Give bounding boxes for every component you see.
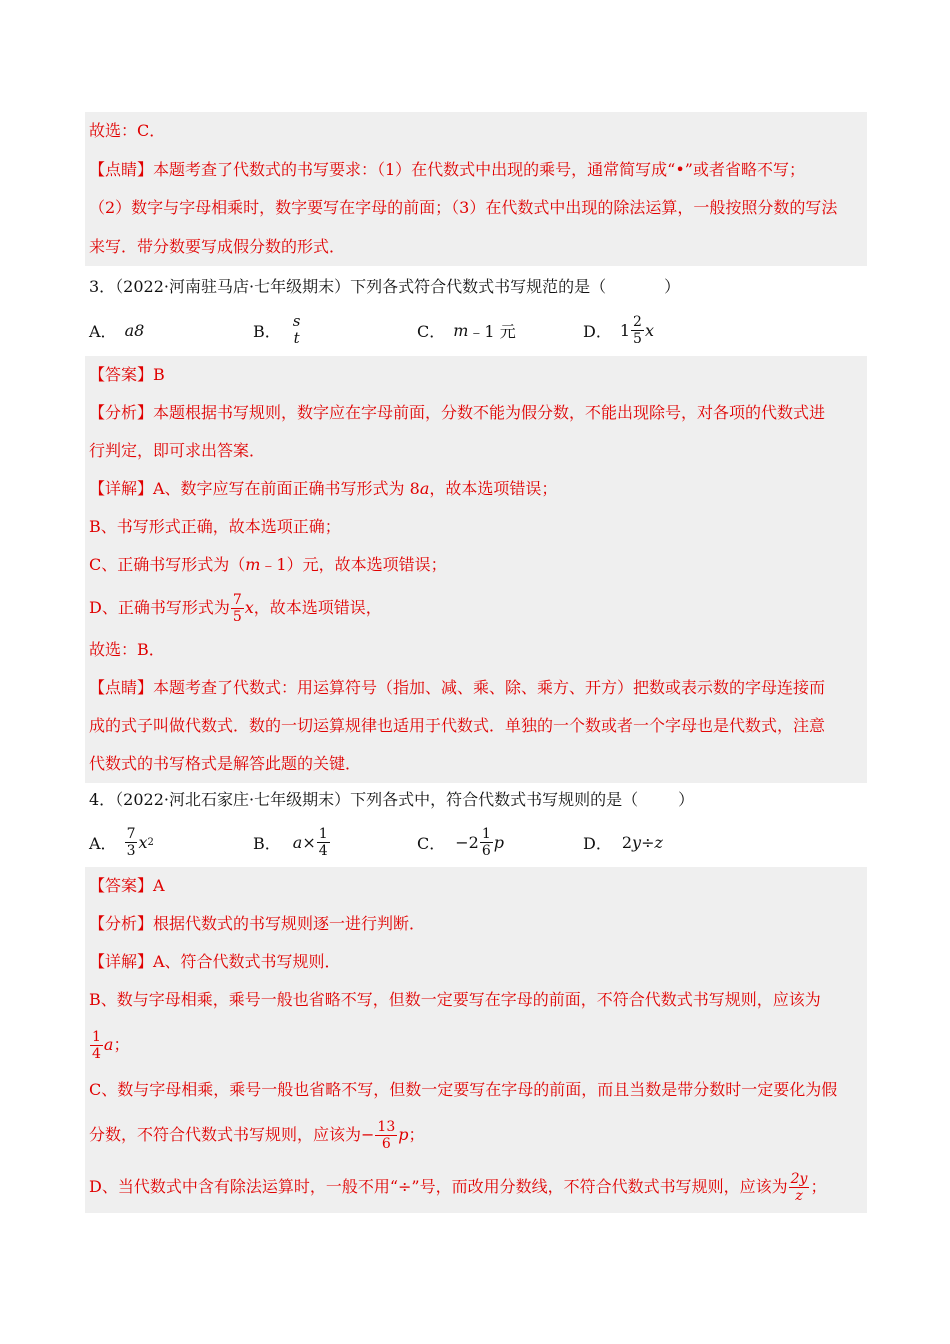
q2-choose: 故选：C． (89, 121, 166, 140)
q4-detail-c-fraction: $\frac{13}{6}$ (377, 1119, 396, 1152)
q4-detail-b: B、数与字母相乘，乘号一般也省略不写，但数一定要写在字母的前面，不符合代数式书写规则，应该为 (89, 990, 821, 1009)
q3-option-b: B． s t (253, 312, 301, 347)
q3-remark-line-3: 代数式的书写格式是解答此题的关键． (89, 754, 362, 773)
q4-stem: 4．（2022·河北石家庄·七年级期末）下列各式中，符合代数式书写规则的是（ ） (89, 790, 695, 809)
q2-remark-line-1: 【点睛】本题考查了代数式的书写要求：（1）在代数式中出现的乘号，通常简写成“•”或者省略不写； (89, 159, 805, 179)
q3-analysis-line-1: 【分析】本题根据书写规则，数字应在字母前面，分数不能为假分数，不能出现除号，对各项的代数式进 (89, 403, 826, 422)
q4-detail-b-answer: $\frac{1}{4}$ a； (92, 1029, 130, 1062)
q4-detail-d: D、当代数式中含有除法运算时，一般不用“÷”号，而改用分数线，不符合代数式书写规则，应该为 $\frac{2y}{z}$ ； (89, 1171, 827, 1204)
q4-analysis: 【分析】根据代数式的书写规则逐一进行判断． (89, 914, 426, 933)
q4-answer: 【答案】A (89, 876, 165, 895)
q4-option-a: A． $\frac{7}{3}$ x 2 (89, 825, 154, 859)
q3-detail-d: D、正确书写形式为 $\frac{7}{5}$ x，故本选项错误， (89, 592, 382, 625)
q3-answer: 【答案】B (89, 365, 165, 384)
q2-remark-line-2: （2）数字与字母相乘时，数字要写在字母的前面；（3）在代数式中出现的除法运算，一般按照分数的写法 (89, 198, 838, 217)
q4-detail-c-line-1: C、数与字母相乘，乘号一般也省略不写，但数一定要写在字母的前面，而且当数是带分数时一定要化为假 (89, 1080, 838, 1099)
q3-option-b-fraction: s t (292, 312, 301, 347)
q3-option-d: D． 1 $\frac{2}{5}$ x (583, 313, 654, 347)
q4-option-d: D． 2 y ÷ z (583, 832, 663, 853)
q4-option-c-fraction: $\frac{1}{6}$ (481, 825, 491, 859)
q2-remark-line-3: 来写．带分数要写成假分数的形式． (89, 236, 346, 256)
q3-option-c: C． m ﹣1 元 (417, 320, 516, 341)
q4-option-a-fraction: $\frac{7}{3}$ (126, 825, 136, 859)
q3-analysis-line-2: 行判定，即可求出答案． (89, 441, 266, 460)
q3-detail-c: C、正确书写形式为（m﹣1）元，故本选项错误； (89, 555, 447, 574)
q3-remark-line-2: 成的式子叫做代数式．数的一切运算规律也适用于代数式．单独的一个数或者一个字母也是代数式，注意 (89, 716, 826, 735)
q3-detail-d-fraction: $\frac{7}{5}$ (232, 592, 242, 625)
q3-options (85, 304, 867, 356)
document-page (85, 112, 867, 1213)
q4-detail-b-fraction: $\frac{1}{4}$ (92, 1029, 101, 1062)
q4-option-b: B． a × $\frac{1}{4}$ (253, 825, 328, 859)
q3-stem: 3．（2022·河南驻马店·七年级期末）下列各式符合代数式书写规范的是（ ） (89, 277, 681, 296)
q3-remark-line-1: 【点睛】本题考查了代数式：用运算符号（指加、减、乘、除、乘方、开方）把数或表示数的字母连接而 (89, 678, 826, 697)
q4-detail-d-fraction: $\frac{2y}{z}$ (790, 1171, 808, 1204)
q4-option-b-fraction: $\frac{1}{4}$ (318, 825, 328, 859)
q3-option-d-fraction: $\frac{2}{5}$ (633, 313, 642, 347)
q4-detail-c-line-2: 分数，不符合代数式书写规则，应该为− $\frac{13}{6}$ p； (89, 1119, 425, 1152)
q2-solution-box (85, 112, 867, 266)
q3-detail-a: 【详解】A、数字应写在前面正确书写形式为 8a，故本选项错误； (89, 479, 558, 498)
q4-options (85, 817, 867, 867)
q4-solution-box (85, 867, 867, 1213)
q4-detail-a: 【详解】A、符合代数式书写规则． (89, 952, 341, 971)
q3-choose: 故选：B． (89, 640, 165, 659)
q4-option-c: C． −2 $\frac{1}{6}$ p (417, 825, 505, 859)
q3-detail-b: B、书写形式正确，故本选项正确； (89, 517, 341, 536)
q3-option-a: A． a8 (89, 320, 145, 341)
q3-solution-box (85, 356, 867, 783)
